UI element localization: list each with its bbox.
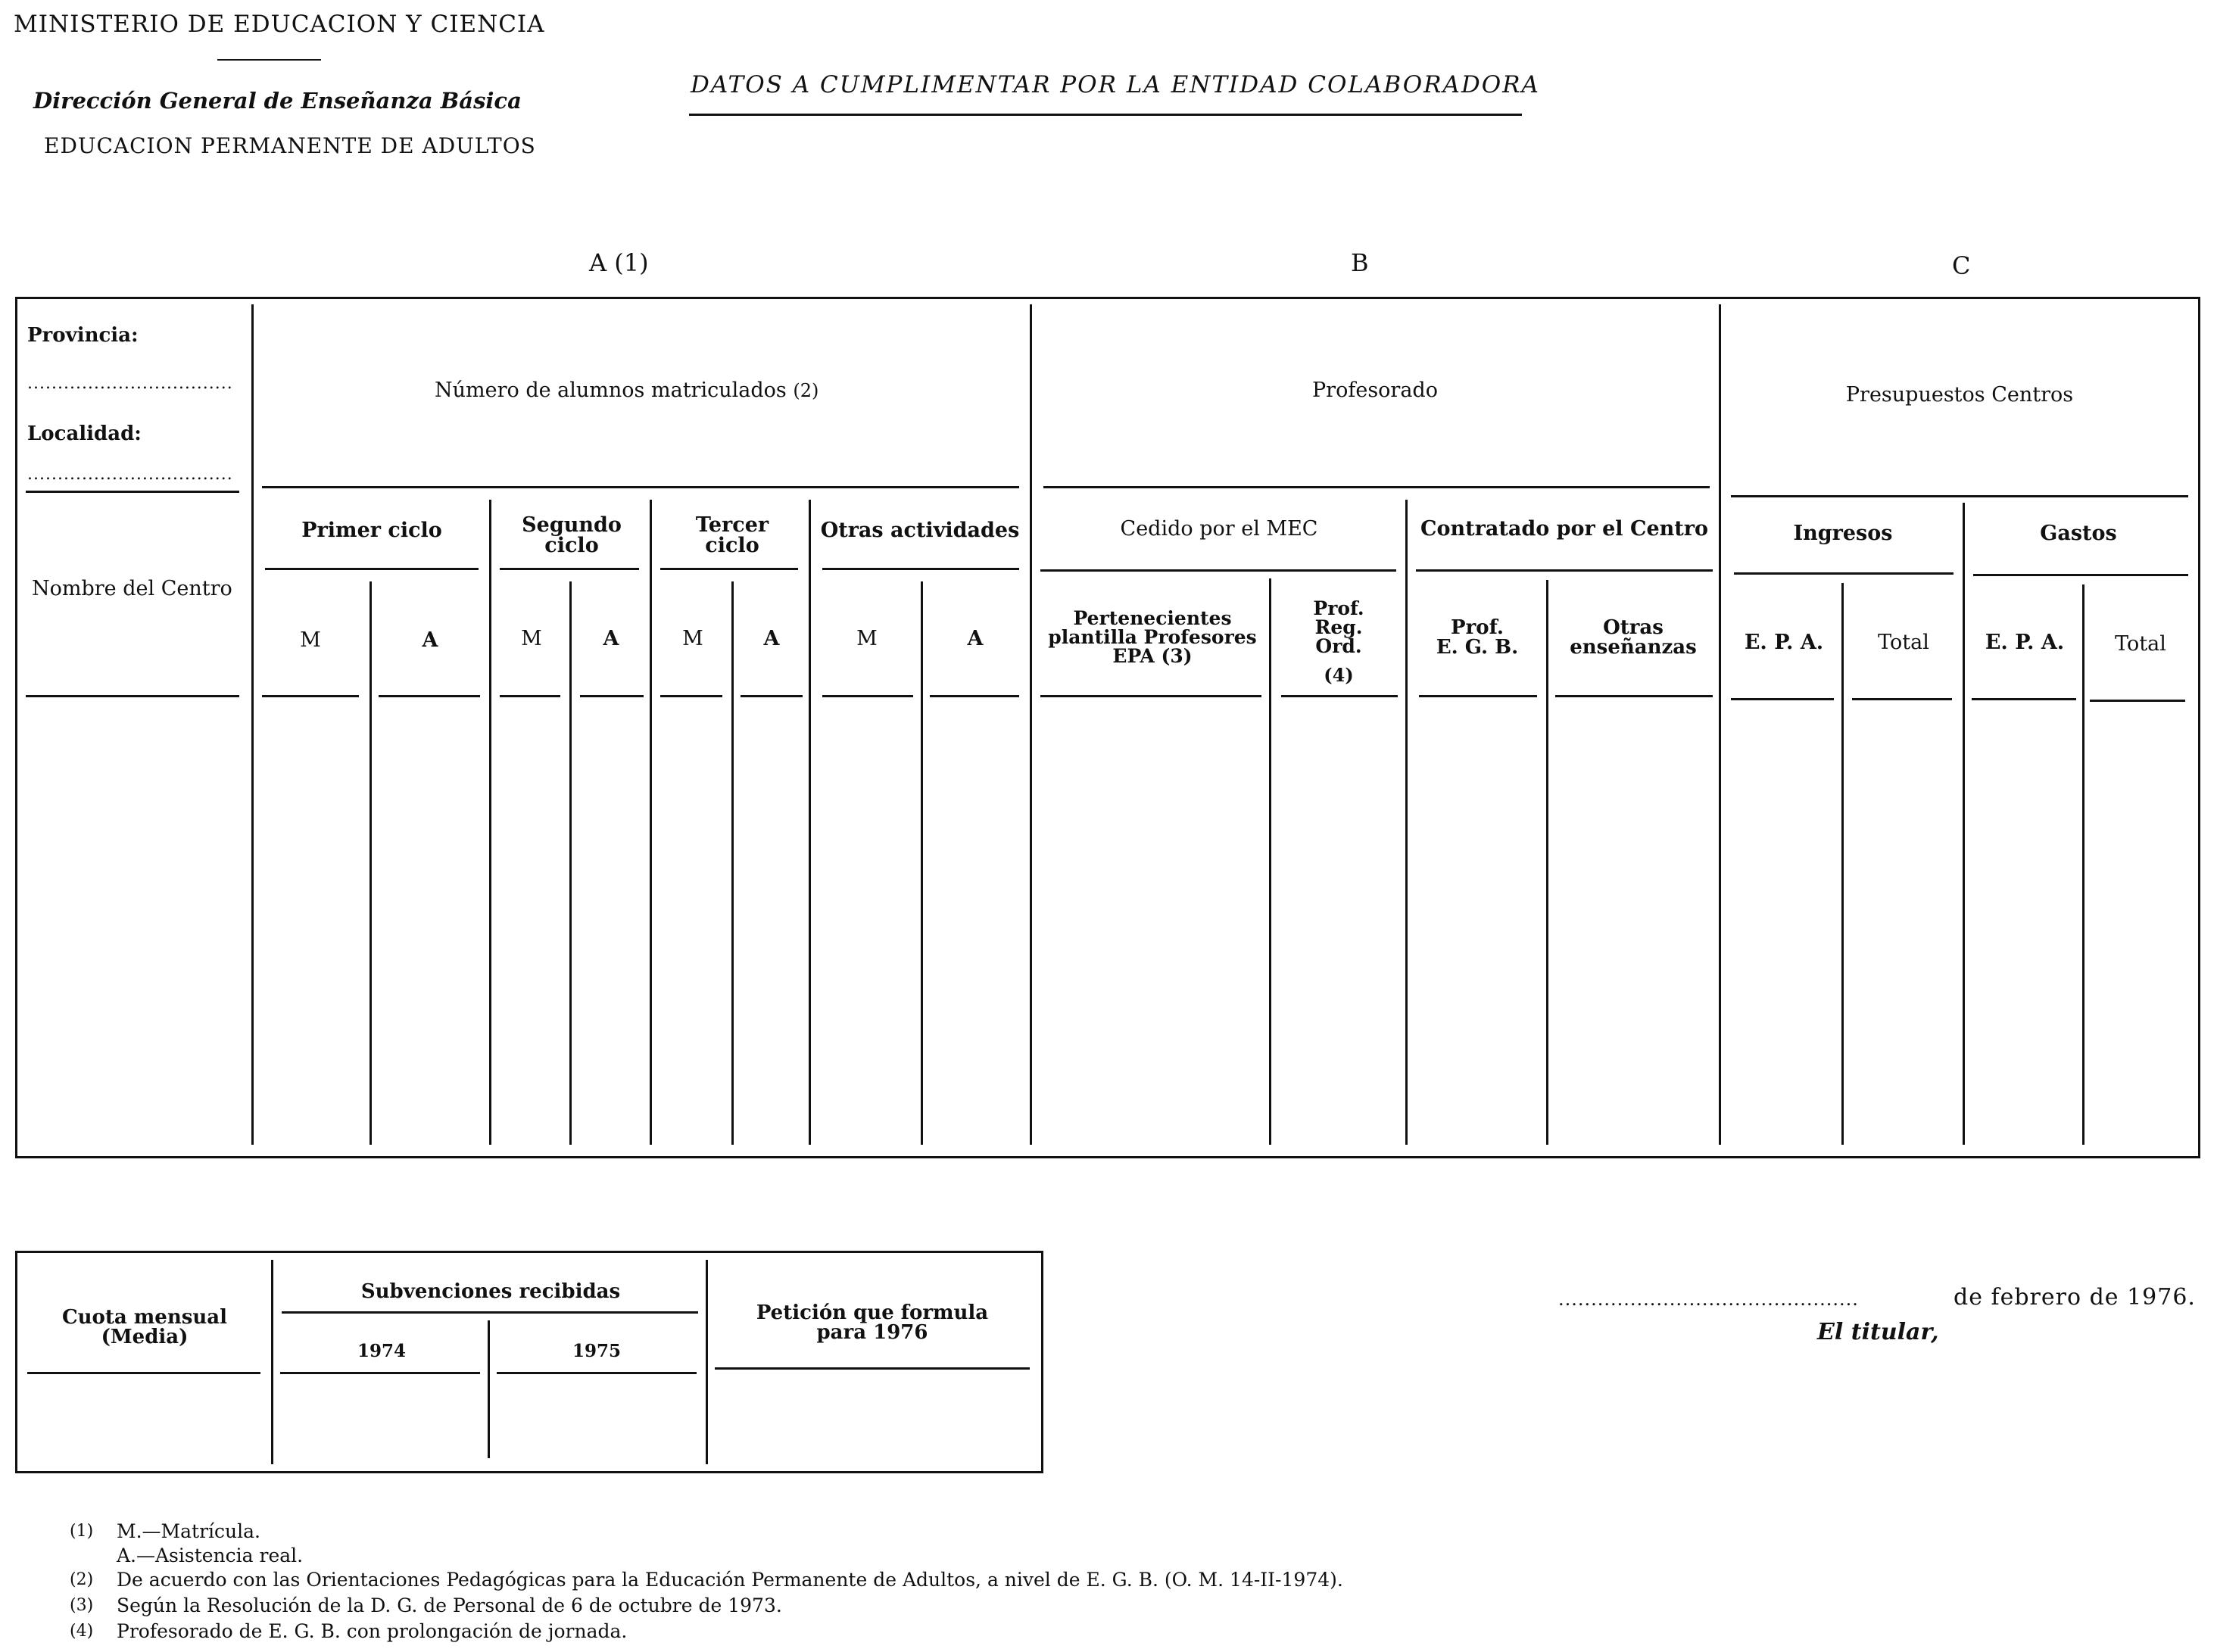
pertenecientes-header: Pertenecientes plantilla Profesores EPA (3) [1048, 606, 1257, 667]
col-divider [1546, 580, 1548, 1145]
form-title: DATOS A CUMPLIMENTAR POR LA ENTIDAD COLABORADORA [691, 71, 1540, 98]
col-divider [731, 581, 734, 1145]
gastos-header: Gastos [2040, 521, 2117, 545]
footnote-1-num: (1) [70, 1522, 94, 1541]
col-a: A [763, 626, 780, 650]
col-divider [1030, 304, 1032, 1145]
rule [27, 1372, 260, 1374]
localidad-field[interactable]: .................................. [27, 465, 233, 484]
footnote-4-num: (4) [70, 1622, 94, 1641]
rule [262, 486, 1019, 488]
rule [1281, 695, 1398, 697]
rule [1043, 486, 1710, 488]
footnote-2-text: De acuerdo con las Orientaciones Pedagógicas para la Educación Permanente de Adultos, a nivel de E. G. B. (O. M. 14-II-1974). [117, 1569, 1343, 1591]
col-a: A [603, 626, 619, 650]
rule [497, 1372, 697, 1374]
rule [265, 568, 479, 570]
rule [379, 695, 480, 697]
year-1974: 1974 [357, 1340, 406, 1361]
provincia-label: Provincia: [27, 324, 139, 347]
rule [262, 695, 359, 697]
main-table [15, 297, 2200, 1158]
col-divider [706, 1260, 708, 1464]
divider [217, 59, 321, 61]
educacion-permanente: EDUCACION PERMANENTE DE ADULTOS [44, 133, 536, 158]
col-divider [1269, 578, 1271, 1145]
rule [715, 1367, 1030, 1370]
rule [660, 695, 722, 697]
tercer-ciclo: Tercer ciclo [695, 513, 769, 557]
col-divider [488, 1320, 490, 1458]
col-a: A [967, 626, 984, 650]
col-divider [1841, 583, 1844, 1145]
ingresos-header: Ingresos [1793, 521, 1893, 545]
col-divider [1963, 503, 1965, 1145]
rule [741, 695, 803, 697]
col-divider [271, 1260, 273, 1464]
rule [1416, 569, 1713, 572]
cedido-mec: Cedido por el MEC [1120, 516, 1318, 541]
provincia-field[interactable]: .................................. [27, 374, 233, 393]
rule [280, 1372, 480, 1374]
profesorado-title: Profesorado [1312, 378, 1438, 402]
col-divider [921, 581, 923, 1145]
contratado-centro: Contratado por el Centro [1420, 516, 1708, 541]
presupuestos-title: Presupuestos Centros [1845, 382, 2074, 407]
rule [930, 695, 1019, 697]
col-divider [1719, 304, 1721, 1145]
section-a-label: A (1) [589, 248, 649, 277]
rule [580, 695, 644, 697]
col-m: M [521, 626, 542, 650]
date-text: de febrero de 1976. [1954, 1284, 2196, 1311]
peticion-header: Petición que formula para 1976 [756, 1301, 989, 1344]
rule [26, 695, 239, 697]
ministry-title: MINISTERIO DE EDUCACION Y CIENCIA [14, 11, 545, 38]
col-epa: E. P. A. [1744, 630, 1824, 654]
rule [1419, 695, 1537, 697]
otras-actividades: Otras actividades [820, 518, 1020, 542]
date-field[interactable]: .............................................. [1558, 1289, 1859, 1310]
section-c-label: C [1952, 251, 1971, 280]
col-divider [2082, 584, 2084, 1145]
col-m: M [856, 626, 878, 650]
rule [500, 695, 560, 697]
col-a: A [422, 628, 438, 652]
col-m: M [682, 626, 703, 650]
form-title-underline [689, 114, 1522, 116]
rule [1972, 698, 2076, 700]
cuota-mensual-header: Cuota mensual (Media) [61, 1306, 228, 1348]
prof-reg-ord-header: Prof. Reg. Ord. (4) [1313, 597, 1364, 686]
rule [1555, 695, 1713, 697]
col-divider [569, 581, 572, 1145]
footnote-1-text: M.—Matrícula. [117, 1520, 260, 1542]
col-divider [489, 500, 491, 1145]
col-divider [1405, 500, 1408, 1145]
footnote-2-num: (2) [70, 1570, 94, 1589]
rule [2090, 700, 2185, 702]
col-total: Total [2115, 631, 2166, 656]
localidad-label: Localidad: [27, 422, 142, 445]
rule [26, 491, 239, 493]
nombre-centro-label: Nombre del Centro [32, 577, 232, 600]
col-divider [650, 500, 652, 1145]
rule [1731, 495, 2188, 497]
otras-ensenanzas-header: Otras enseñanzas [1570, 616, 1697, 659]
col-total: Total [1878, 630, 1929, 654]
col-divider [370, 581, 372, 1145]
segundo-ciclo: Segundo ciclo [522, 513, 622, 557]
rule [822, 568, 1019, 570]
rule [282, 1311, 698, 1314]
col-divider [251, 304, 254, 1145]
footnote-3-text: Según la Resolución de la D. G. de Personal de 6 de octubre de 1973. [117, 1594, 782, 1616]
primer-ciclo: Primer ciclo [301, 518, 442, 542]
section-b-label: B [1351, 248, 1369, 277]
footnote-1b-text: A.—Asistencia real. [117, 1544, 304, 1566]
titular-label: El titular, [1817, 1319, 1939, 1345]
col-divider [809, 500, 811, 1145]
rule [1852, 698, 1952, 700]
prof-egb-header: Prof. E. G. B. [1436, 616, 1519, 659]
rule [660, 568, 798, 570]
direccion-general: Dirección General de Enseñanza Básica [33, 88, 522, 114]
subvenciones-header: Subvenciones recibidas [360, 1280, 621, 1303]
rule [1973, 574, 2188, 576]
footnote-3-num: (3) [70, 1596, 94, 1615]
year-1975: 1975 [572, 1340, 621, 1361]
rule [1731, 698, 1834, 700]
rule [1040, 695, 1261, 697]
col-m: M [300, 628, 321, 652]
rule [1040, 569, 1396, 572]
footnote-4-text: Profesorado de E. G. B. con prolongación de jornada. [117, 1620, 628, 1642]
col-epa: E. P. A. [1985, 630, 2065, 654]
rule [500, 568, 639, 570]
rule [1734, 572, 1954, 575]
rule [822, 695, 913, 697]
alumnos-title: Número de alumnos matriculados (2) [435, 379, 819, 402]
